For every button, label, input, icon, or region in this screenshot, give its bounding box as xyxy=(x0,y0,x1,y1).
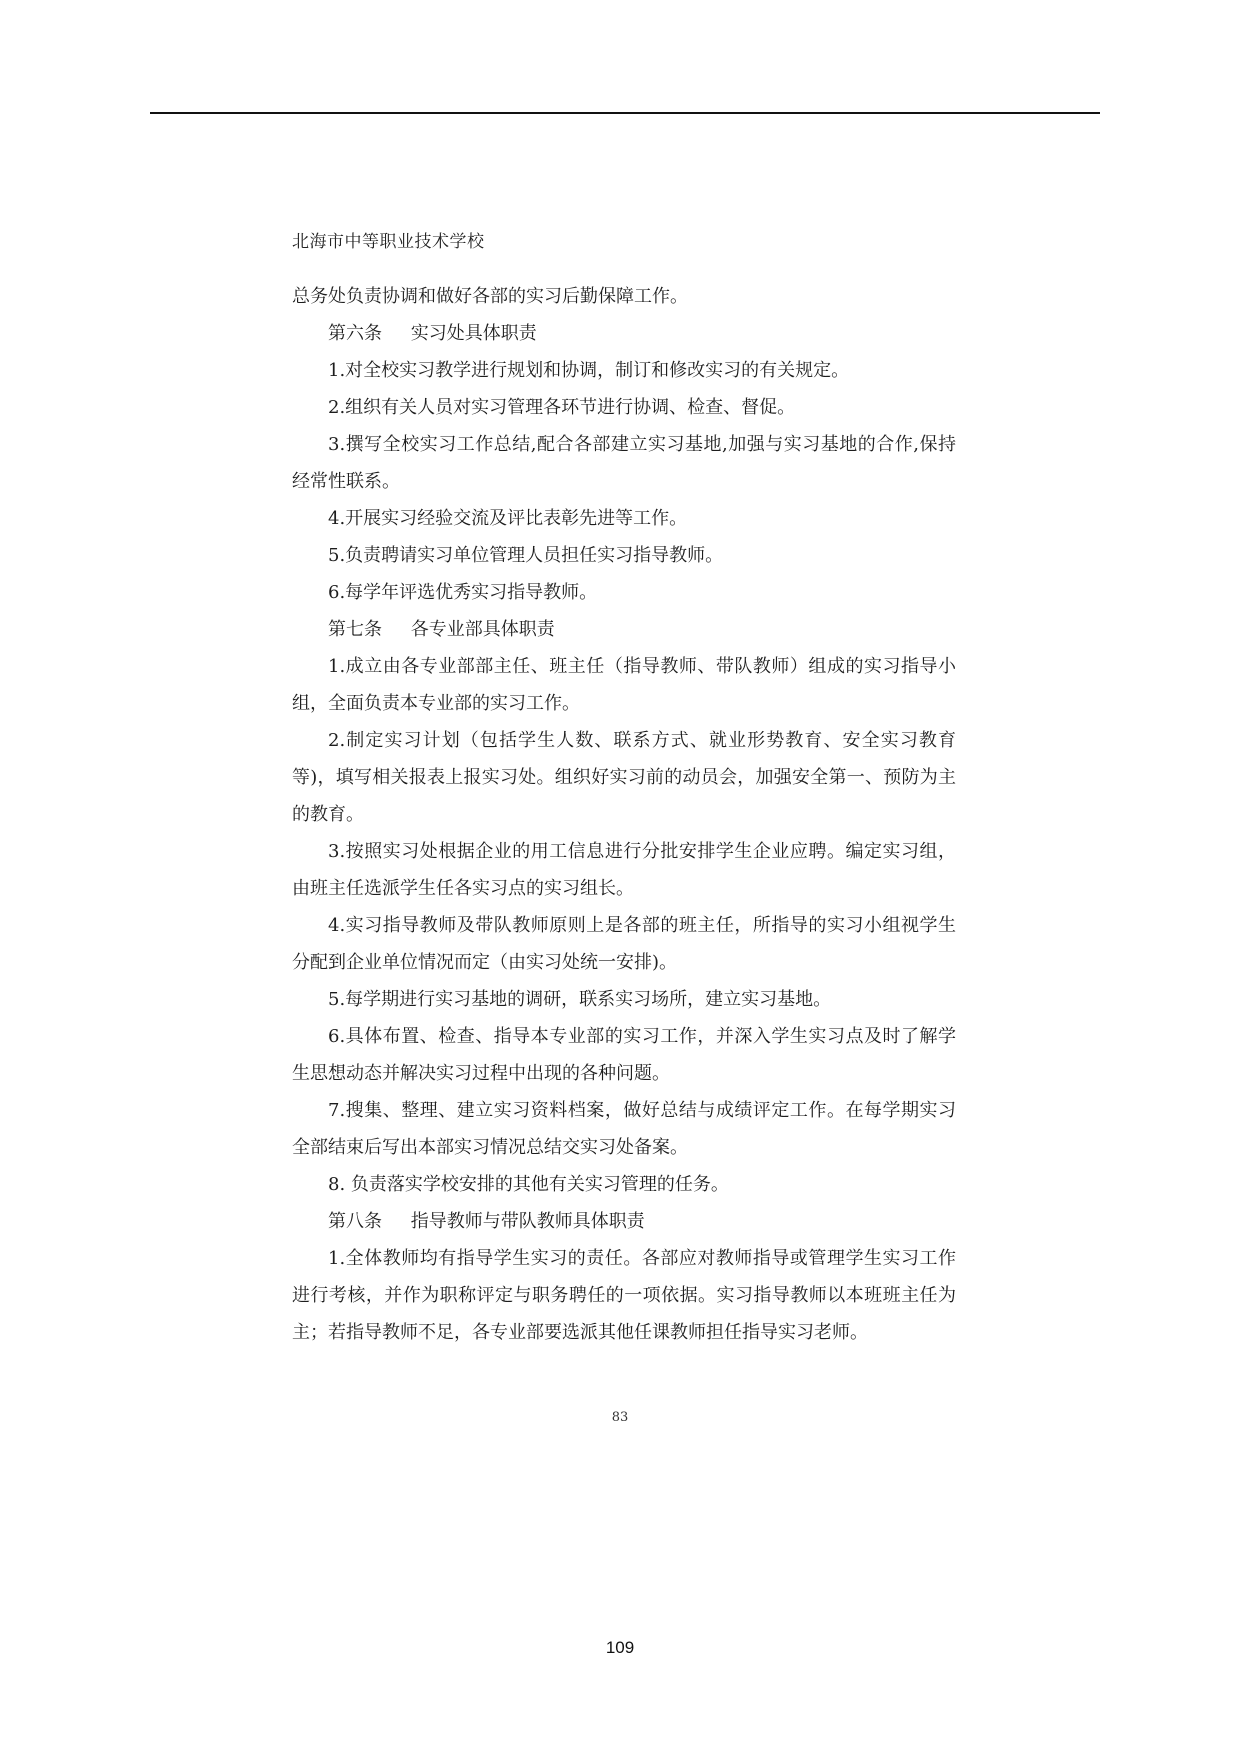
paragraph: 4.开展实习经验交流及评比表彰先进等工作。 xyxy=(328,508,688,529)
article-6-heading xyxy=(292,315,956,352)
article-number: 第六条 xyxy=(328,323,382,344)
paragraph: 1.对全校实习教学进行规划和协调，制订和修改实习的有关规定。 xyxy=(328,360,850,381)
paragraph: 4.实习指导教师及带队教师原则上是各部的班主任，所指导的实习小组视学生分配到企业单位情况而定（由实习处统一安排)。 xyxy=(292,915,956,973)
article-title: 指导教师与带队教师具体职责 xyxy=(410,1211,645,1232)
school-name-header: 北海市中等职业技术学校 xyxy=(292,232,485,252)
paragraph: 5.负责聘请实习单位管理人员担任实习指导教师。 xyxy=(328,545,724,566)
inner-page-number: 83 xyxy=(611,1410,629,1425)
article-title: 实习处具体职责 xyxy=(410,323,537,344)
paragraph: 1.成立由各专业部部主任、班主任（指导教师、带队教师）组成的实习指导小组，全面负责本专业部的实习工作。 xyxy=(292,656,956,714)
header-rule xyxy=(150,112,1100,114)
paragraph: 6.每学年评选优秀实习指导教师。 xyxy=(328,582,598,603)
paragraph: 2.制定实习计划（包括学生人数、联系方式、就业形势教育、安全实习教育等)，填写相关报表上报实习处。组织好实习前的动员会，加强安全第一、预防为主的教育。 xyxy=(292,730,956,825)
paragraph: 2.组织有关人员对实习管理各环节进行协调、检查、督促。 xyxy=(328,397,796,418)
paragraph: 1.全体教师均有指导学生实习的责任。各部应对教师指导或管理学生实习工作进行考核，并作为职称评定与职务聘任的一项依据。实习指导教师以本班班主任为主；若指导教师不足，各专业部要选派其他任课教师担任指导实习老师。 xyxy=(292,1248,956,1343)
article-number: 第八条 xyxy=(328,1211,382,1232)
article-title: 各专业部具体职责 xyxy=(410,619,555,640)
paragraph: 3.按照实习处根据企业的用工信息进行分批安排学生企业应聘。编定实习组，由班主任选派学生任各实习点的实习组长。 xyxy=(292,841,956,899)
outer-page-number: 109 xyxy=(605,1638,635,1657)
article-number: 第七条 xyxy=(328,619,382,640)
paragraph: 3.撰写全校实习工作总结,配合各部建立实习基地,加强与实习基地的合作,保持经常性联系。 xyxy=(292,434,956,492)
paragraph: 8. 负责落实学校安排的其他有关实习管理的任务。 xyxy=(328,1174,729,1195)
article-8-heading xyxy=(292,1203,956,1240)
paragraph: 5.每学期进行实习基地的调研，联系实习场所，建立实习基地。 xyxy=(328,989,832,1010)
article-7-heading xyxy=(292,611,956,648)
document-body xyxy=(292,278,956,1351)
paragraph: 总务处负责协调和做好各部的实习后勤保障工作。 xyxy=(292,286,688,307)
paragraph: 6.具体布置、检查、指导本专业部的实习工作，并深入学生实习点及时了解学生思想动态并解决实习过程中出现的各种问题。 xyxy=(292,1026,956,1084)
paragraph: 7.搜集、整理、建立实习资料档案，做好总结与成绩评定工作。在每学期实习全部结束后写出本部实习情况总结交实习处备案。 xyxy=(292,1100,956,1158)
